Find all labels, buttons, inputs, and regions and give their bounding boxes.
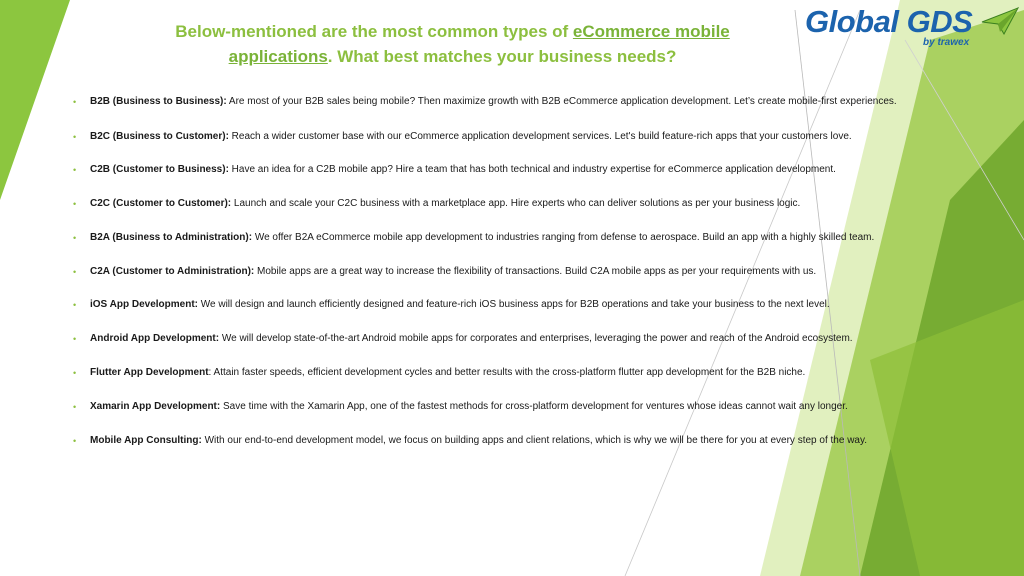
list-item: [72, 264, 942, 281]
logo-brand-first: Global: [805, 4, 899, 39]
list-item: [72, 129, 942, 146]
item-text: Have an idea for a C2B mobile app? Hire a team that has both technical and industry expertise for eCommerce application development.: [228, 164, 836, 175]
app-types-list: [72, 94, 942, 450]
global-gds-logo: [800, 4, 1024, 54]
item-term: Mobile App Consulting:: [90, 435, 202, 446]
title-link[interactable]: eCommerce mobile applications: [228, 22, 730, 66]
item-text: We will develop state-of-the-art Android mobile apps for corporates and enterprises, leveraging the power and reach of the Android ecosystem.: [219, 333, 853, 344]
item-text: Save time with the Xamarin App, one of the fastest methods for cross-platform development for ventures whose ideas cannot wait any longer.: [220, 401, 848, 412]
item-term: iOS App Development:: [90, 299, 198, 310]
item-term: Android App Development:: [90, 333, 220, 344]
list-item: [72, 196, 942, 213]
item-text: With our end-to-end development model, we focus on building apps and client relations, which is why we will be there for you at every step of the way.: [201, 435, 868, 446]
list-item: [72, 331, 942, 348]
left-green-band: [0, 0, 70, 200]
logo-tagline: by trawex: [923, 37, 970, 48]
item-term: B2B (Business to Business):: [90, 96, 227, 107]
title-prefix: Below-mentioned are the most common types of: [175, 22, 573, 41]
list-item: [72, 433, 942, 450]
list-item: [72, 365, 942, 382]
item-term: Flutter App Development: [90, 367, 209, 378]
item-text: Mobile apps are a great way to increase the flexibility of transactions. Build C2A mobile apps as per your requirements with us.: [254, 265, 817, 277]
item-text: Are most of your B2B sales being mobile? Then maximize growth with B2B eCommerce application development. Let’s create mobile-first experiences.: [226, 96, 897, 107]
item-term: C2A (Customer to Administration):: [90, 265, 255, 277]
list-item: [72, 297, 942, 314]
item-text: Launch and scale your C2C business with a marketplace app. Hire experts who can deliver solutions as per your business logic.: [231, 198, 801, 209]
list-item: [72, 230, 942, 247]
item-text: We will design and launch efficiently designed and feature-rich iOS business apps for B2B operations and take your business to the next level.: [197, 299, 830, 310]
item-term: Xamarin App Development:: [90, 401, 221, 412]
item-text: We offer B2A eCommerce mobile app development to industries ranging from defense to aerospace. Build an app with a highly skilled team.: [252, 231, 875, 243]
list-item: [72, 399, 942, 416]
paper-plane-icon: [980, 6, 1020, 36]
logo-wordmark: [805, 4, 972, 40]
list-item: [72, 94, 942, 111]
item-term: C2B (Customer to Business):: [90, 164, 229, 175]
item-term: B2A (Business to Administration):: [90, 231, 253, 243]
page-title: [150, 19, 755, 69]
list-item: [72, 162, 942, 179]
title-suffix: . What best matches your business needs?: [327, 47, 677, 66]
item-text: : Attain faster speeds, efficient development cycles and better results with the cross-platform flutter app development for the B2B niche.: [208, 367, 806, 378]
item-term: B2C (Business to Customer):: [90, 130, 229, 142]
item-term: C2C (Customer to Customer):: [90, 198, 232, 209]
item-text: Reach a wider customer base with our eCommerce application development services. Let's build feature-rich apps that your customers love.: [228, 130, 852, 142]
logo-brand-second: GDS: [906, 4, 973, 39]
